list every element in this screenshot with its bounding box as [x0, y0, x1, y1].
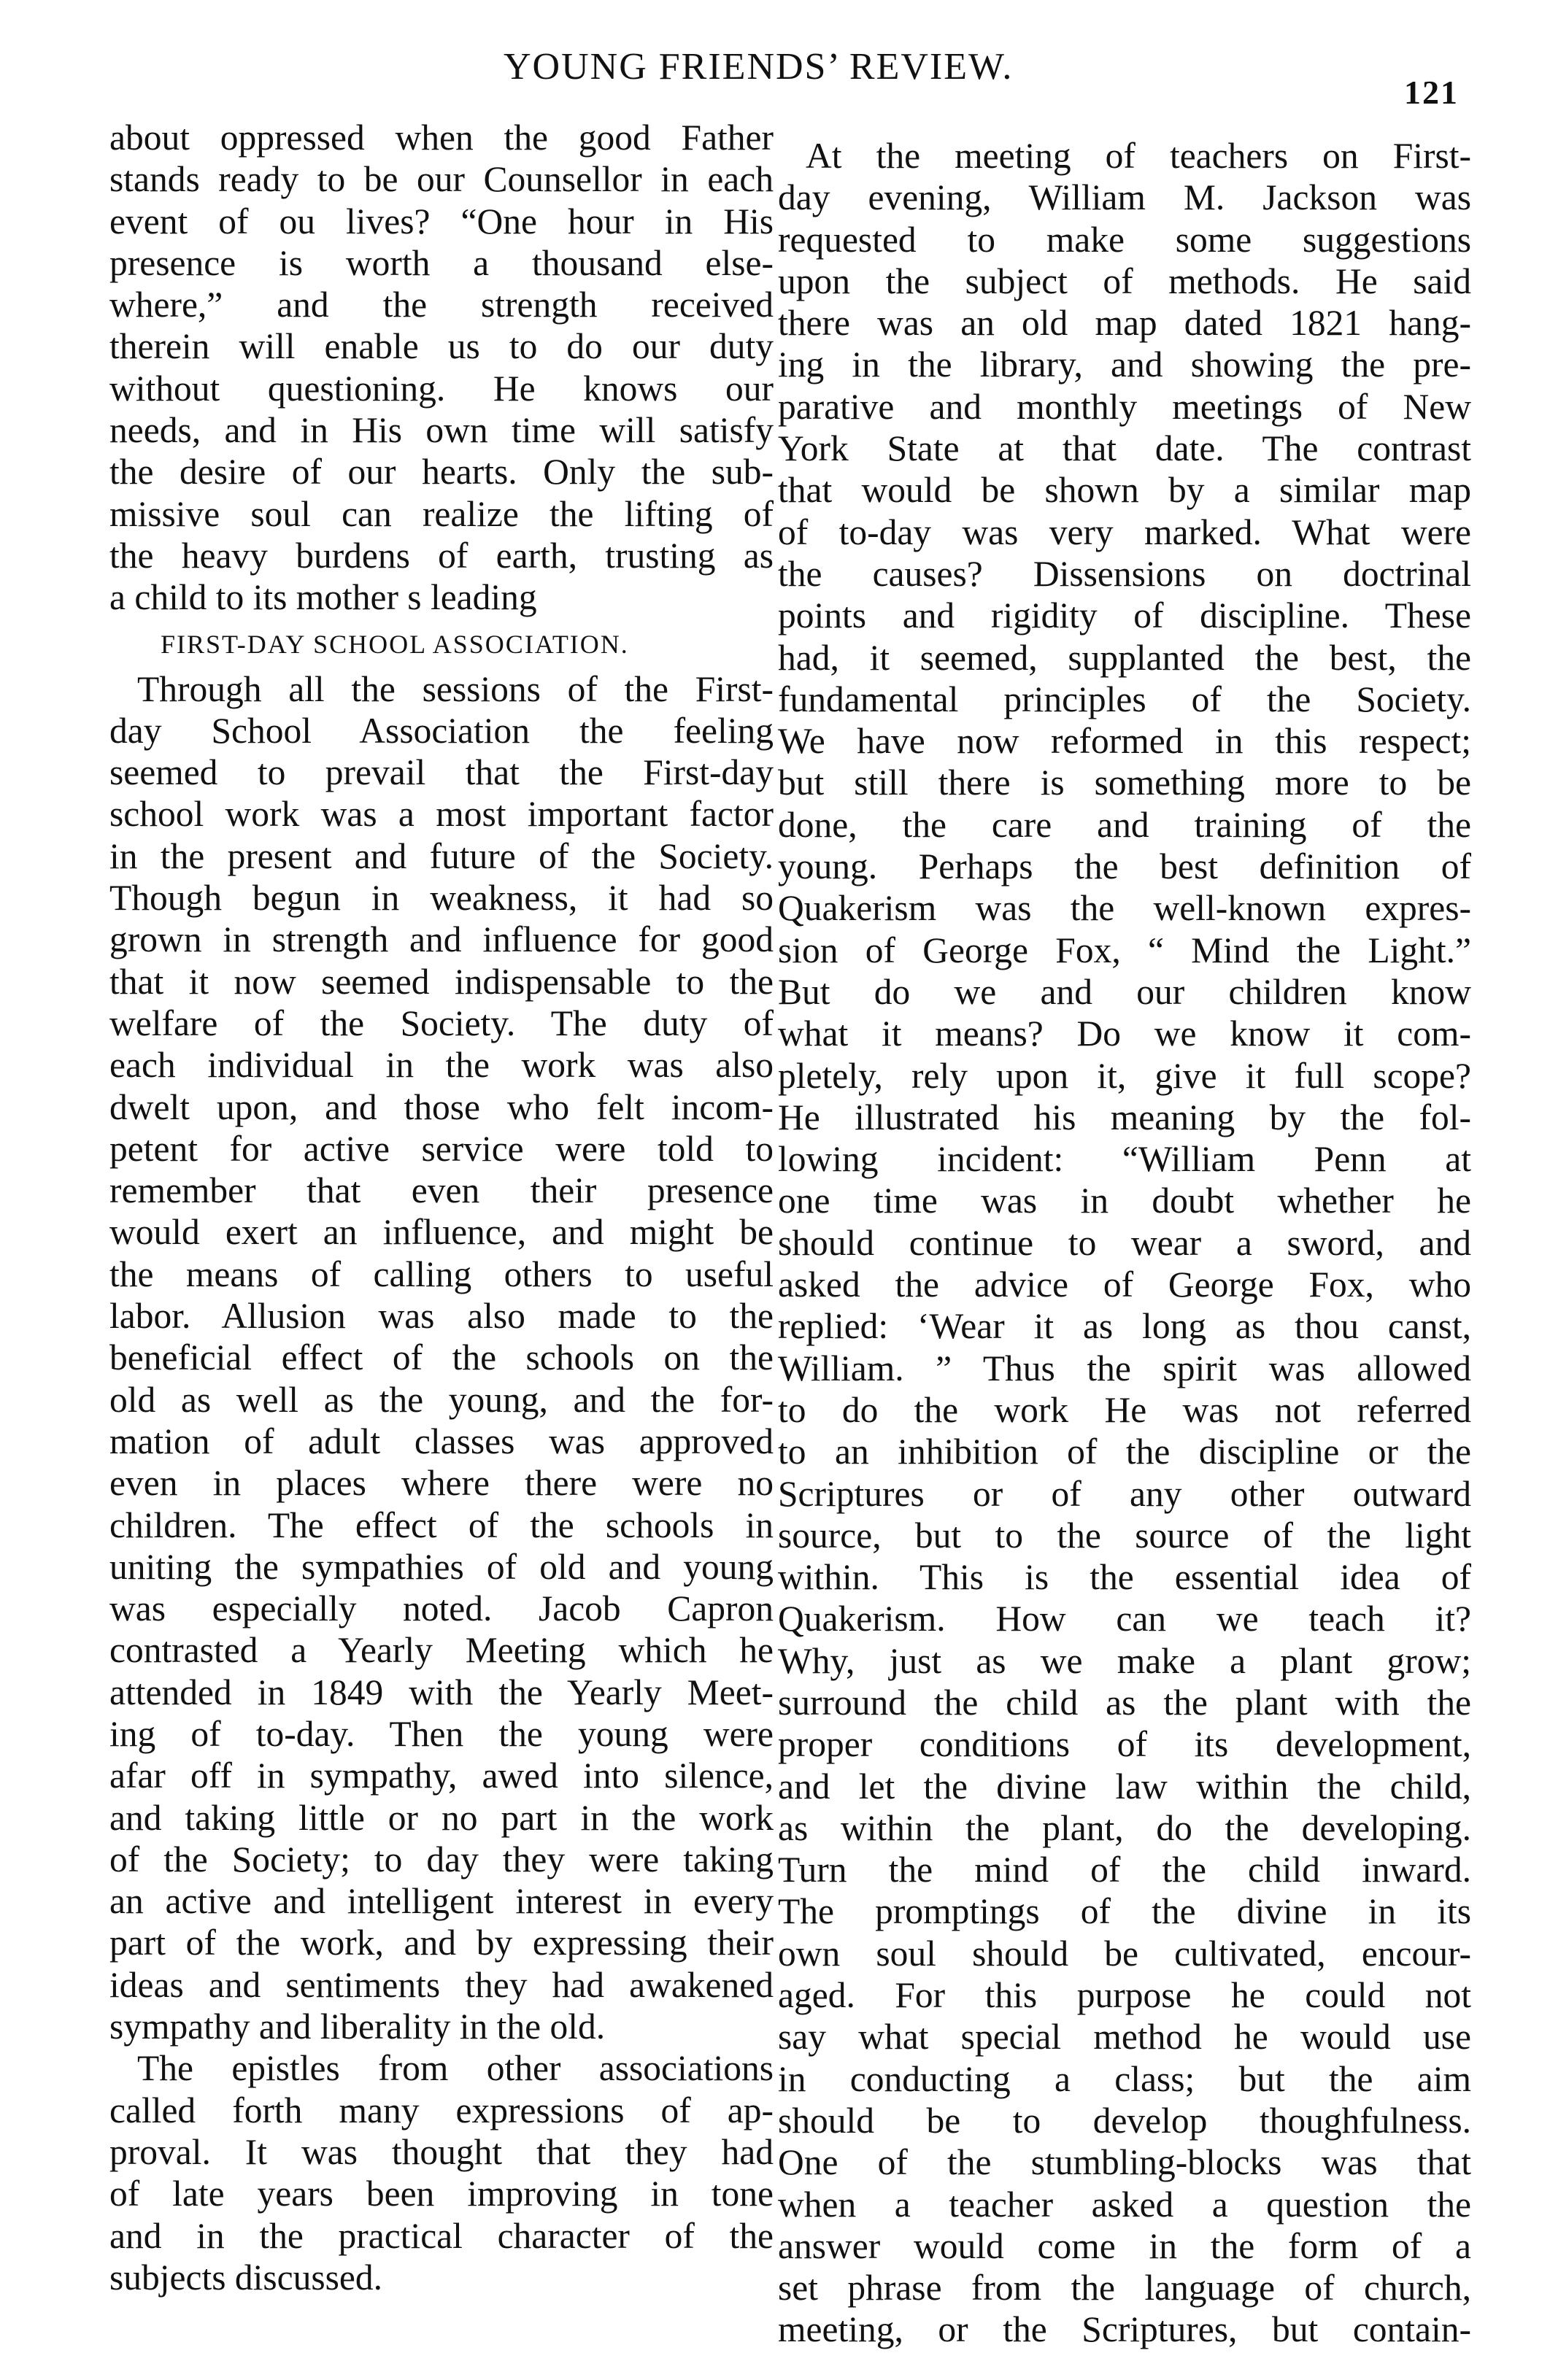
text-line: own soul should be cultivated, encour-	[778, 1933, 1471, 1974]
text-line: needs, and in His own time will satisfy	[109, 410, 774, 451]
text-line: day evening, William M. Jackson was	[778, 177, 1471, 218]
text-line: the desire of our hearts. Only the sub-	[109, 452, 774, 492]
text-line: uniting the sympathies of old and young	[109, 1546, 774, 1587]
text-line: an active and intelligent interest in every	[109, 1881, 774, 1922]
text-line: and in the practical character of the	[109, 2215, 774, 2256]
text-line: presence is worth a thousand else-	[109, 242, 774, 283]
text-line: called forth many expressions of ap-	[109, 2090, 774, 2130]
text-line: as within the plant, do the developing.	[778, 1807, 1471, 1848]
text-line: one time was in doubt whether he	[778, 1181, 1471, 1221]
text-line: mation of adult classes was approved	[109, 1421, 774, 1461]
text-line: the means of calling others to useful	[109, 1253, 774, 1294]
text-line: surround the child as the plant with the	[778, 1682, 1471, 1723]
text-line: each individual in the work was also	[109, 1045, 774, 1086]
text-line: York State at that date. The contrast	[778, 428, 1471, 469]
text-line: day School Association the feeling	[109, 710, 774, 751]
text-line: seemed to prevail that the First-day	[109, 752, 774, 793]
text-line: therein will enable us to do our duty	[109, 326, 774, 367]
text-line: requested to make some suggestions	[778, 219, 1471, 260]
text-line: labor. Allusion was also made to the	[109, 1296, 774, 1337]
text-line: Through all the sessions of the First-	[137, 668, 774, 709]
text-line: lowing incident: “William Penn at	[778, 1139, 1471, 1180]
text-line: welfare of the Society. The duty of	[109, 1002, 774, 1043]
text-line: say what special method he would use	[778, 2017, 1471, 2058]
text-line: but still there is something more to be	[778, 762, 1471, 803]
text-line: meeting, or the Scriptures, but contain-	[778, 2309, 1471, 2350]
text-line: of to-day was very marked. What were	[778, 511, 1471, 552]
text-line: contrasted a Yearly Meeting which he	[109, 1630, 774, 1671]
text-line: about oppressed when the good Father	[109, 117, 774, 158]
text-line: children. The effect of the schools in	[109, 1504, 774, 1545]
text-line: He illustrated his meaning by the fol-	[778, 1097, 1471, 1137]
text-line: asked the advice of George Fox, who	[778, 1264, 1471, 1305]
text-line: dwelt upon, and those who felt incom-	[109, 1086, 774, 1127]
text-line: remember that even their presence	[109, 1170, 774, 1211]
text-line: the causes? Dissensions on doctrinal	[778, 553, 1471, 594]
text-line: One of the stumbling-blocks was that	[778, 2142, 1471, 2183]
text-line: without questioning. He knows our	[109, 368, 774, 409]
text-line: where,” and the strength received	[109, 285, 774, 325]
text-line: within. This is the essential idea of	[778, 1557, 1471, 1598]
text-line: in conducting a class; but the aim	[778, 2058, 1471, 2099]
text-line: We have now reformed in this respect;	[778, 721, 1471, 762]
text-line: subjects discussed.	[109, 2257, 382, 2298]
text-line: even in places where there were no	[109, 1463, 774, 1504]
text-line: missive soul can realize the lifting of	[109, 493, 774, 534]
text-line: event of ou lives? “One hour in His	[109, 201, 774, 242]
section-heading: FIRST-DAY SCHOOL ASSOCIATION.	[161, 629, 629, 659]
text-line: Quakerism. How can we teach it?	[778, 1599, 1471, 1639]
text-line: pletely, rely upon it, give it full scope?	[778, 1055, 1471, 1096]
text-line: The promptings of the divine in its	[778, 1891, 1471, 1932]
text-line: proper conditions of its development,	[778, 1724, 1471, 1765]
text-line: upon the subject of methods. He said	[778, 260, 1471, 301]
text-line: attended in 1849 with the Yearly Meet-	[109, 1672, 774, 1712]
text-line: Why, just as we make a plant grow;	[778, 1640, 1471, 1681]
text-line: a child to its mother s leading	[109, 577, 537, 618]
text-line: that it now seemed indispensable to the	[109, 961, 774, 1002]
text-line: The epistles from other associations	[137, 2048, 774, 2089]
left-column	[109, 117, 774, 2298]
text-line: ing in the library, and showing the pre-	[778, 344, 1471, 385]
text-line: part of the work, and by expressing their	[109, 1923, 774, 1963]
right-column	[778, 135, 1471, 2351]
text-line: At the meeting of teachers on First-	[806, 136, 1471, 176]
text-line: done, the care and training of the	[778, 804, 1471, 845]
text-line: the heavy burdens of earth, trusting as	[109, 535, 774, 576]
text-line: should continue to wear a sword, and	[778, 1222, 1471, 1263]
text-line: points and rigidity of discipline. These	[778, 595, 1471, 636]
text-line: sympathy and liberality in the old.	[109, 2006, 606, 2047]
text-line: petent for active service were told to	[109, 1128, 774, 1169]
text-line: Quakerism was the well-known expres-	[778, 888, 1471, 929]
text-line: ideas and sentiments they had awakened	[109, 1964, 774, 2005]
association-paragraph	[109, 668, 774, 2299]
running-title: YOUNG FRIENDS’ REVIEW.	[504, 46, 1014, 88]
text-line: grown in strength and influence for good	[109, 919, 774, 960]
text-line: stands ready to be our Counsellor in each	[109, 159, 774, 200]
text-line: should be to develop thoughfulness.	[778, 2100, 1471, 2141]
text-line: fundamental principles of the Society.	[778, 679, 1471, 719]
text-line: Though begun in weakness, it had so	[109, 878, 774, 919]
page-number: 121	[1404, 74, 1459, 111]
text-line: replied: ‘Wear it as long as thou canst,	[778, 1306, 1471, 1347]
text-line: afar off in sympathy, awed into silence,	[109, 1755, 774, 1796]
text-line: set phrase from the language of church,	[778, 2268, 1471, 2308]
text-line: old as well as the young, and the for-	[109, 1379, 774, 1420]
text-line: would exert an influence, and might be	[109, 1212, 774, 1253]
text-line: to an inhibition of the discipline or the	[778, 1432, 1471, 1472]
teachers-meeting-paragraph	[778, 135, 1471, 2351]
text-line: in the present and future of the Society.	[109, 835, 774, 876]
text-line: But do we and our children know	[778, 971, 1471, 1012]
text-line: when a teacher asked a question the	[778, 2184, 1471, 2225]
text-line: and let the divine law within the child,	[778, 1766, 1471, 1807]
text-line: of late years been improving in tone	[109, 2174, 774, 2214]
text-line: young. Perhaps the best definition of	[778, 846, 1471, 887]
text-line: Scriptures or of any other outward	[778, 1473, 1471, 1514]
text-line: Turn the mind of the child inward.	[778, 1850, 1471, 1890]
text-line: proval. It was thought that they had	[109, 2131, 774, 2172]
text-line: was especially noted. Jacob Capron	[109, 1588, 774, 1629]
text-line: and taking little or no part in the work	[109, 1797, 774, 1838]
text-line: answer would come in the form of a	[778, 2225, 1471, 2266]
text-line: had, it seemed, supplanted the best, the	[778, 637, 1471, 678]
text-line: aged. For this purpose he could not	[778, 1975, 1471, 2016]
text-line: there was an old map dated 1821 hang-	[778, 303, 1471, 344]
text-line: ing of to-day. Then the young were	[109, 1713, 774, 1754]
text-line: sion of George Fox, “ Mind the Light.”	[778, 930, 1471, 970]
intro-paragraph	[109, 117, 774, 619]
text-line: parative and monthly meetings of New	[778, 386, 1471, 427]
text-line: of the Society; to day they were taking	[109, 1839, 774, 1879]
text-line: William. ” Thus the spirit was allowed	[778, 1348, 1471, 1388]
text-line: school work was a most important factor	[109, 794, 774, 835]
text-line: what it means? Do we know it com-	[778, 1013, 1471, 1054]
text-line: to do the work He was not referred	[778, 1389, 1471, 1430]
text-line: beneficial effect of the schools on the	[109, 1337, 774, 1378]
text-line: source, but to the source of the light	[778, 1515, 1471, 1556]
text-line: that would be shown by a similar map	[778, 470, 1471, 511]
